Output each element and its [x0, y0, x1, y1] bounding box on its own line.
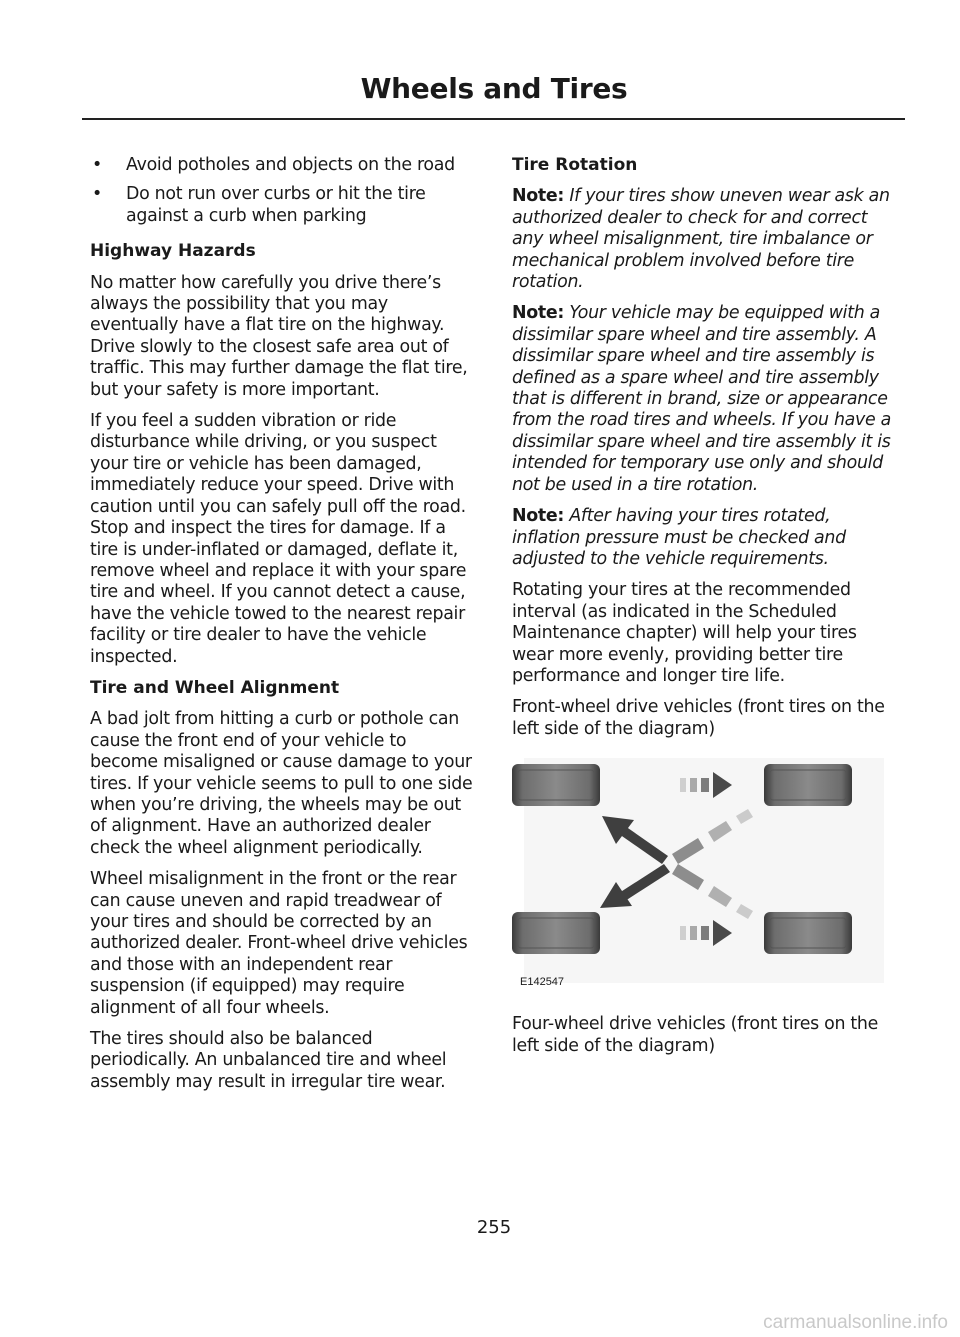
tire-rear-left-icon [764, 764, 852, 806]
tire-rear-right-icon [764, 912, 852, 954]
note-text: If your tires show uneven wear ask an authorized dealer to check for and correct any wheel misalignment, tire imbalance or mechanical problem involved before tire rotation. [512, 186, 890, 293]
note [512, 303, 900, 496]
right-column [512, 155, 900, 1067]
section-heading-tire-rotation: Tire Rotation [512, 155, 638, 175]
paragraph: Wheel misalignment in the front or the rear can cause uneven and rapid treadwear of your tires and should be corrected by an authorized dealer. Front-wheel drive vehicles and those with an independent rear suspension (if equipped) may require alignment of all four wheels. [90, 869, 468, 1018]
diagram-caption: Four-wheel drive vehicles (front tires on the left side of the diagram) [512, 1014, 879, 1056]
bullet-item [90, 184, 475, 227]
note-label: Note: [512, 186, 565, 207]
section-heading-tire-wheel-alignment: Tire and Wheel Alignment [90, 677, 340, 698]
page-number: 255 [476, 1217, 512, 1238]
note-text: Your vehicle may be equipped with a dissimilar spare wheel and tire assembly. A dissimilar spare wheel and tire assembly is defined as a spare wheel and tire assembly that is different in brand, size or appearance from the road tires and wheels. If you have a dissimilar spare wheel and tire assembly it is intended for temporary use only and should not be used in a tire rotation. [512, 303, 892, 495]
bullet-text: Do not run over curbs or hit the tire against a curb when parking [126, 184, 426, 226]
page-title: Wheels and Tires [360, 72, 628, 105]
paragraph: Rotating your tires at the recommended interval (as indicated in the Scheduled Maintenance chapter) will help your tires wear more evenly, providing better tire performance and longer tire life. [512, 580, 857, 686]
note-label: Note: [512, 303, 565, 324]
diagram-caption: Front-wheel drive vehicles (front tires on the left side of the diagram) [512, 697, 885, 739]
tire-front-right-icon [512, 912, 600, 954]
paragraph: A bad jolt from hitting a curb or pothole can cause the front end of your vehicle to become misaligned or cause damage to your tires. If your vehicle seems to pull to one side when you’re driving, the wheels may be out of alignment. Have an authorized dealer check the wheel alignment periodically. [90, 709, 473, 858]
note [512, 186, 900, 293]
bullet-text: Avoid potholes and objects on the road [126, 155, 455, 175]
header-divider [82, 118, 905, 120]
bullet-dot-icon: • [92, 155, 102, 175]
tire-rotation-diagram [512, 758, 900, 998]
note-label: Note: [512, 506, 565, 527]
bullet-item [90, 155, 475, 176]
diagram-id: E142547 [520, 976, 565, 989]
paragraph: If you feel a sudden vibration or ride disturbance while driving, or you suspect your tire or vehicle has been damaged, immediately reduce your speed. Drive with caution until you can safely pull off the road. Stop and inspect the tires for damage. If a tire is under-inflated or damaged, deflate it, remove wheel and replace it with your spare tire and wheel. If you cannot detect a cause, have the vehicle towed to the nearest repair facility or tire dealer to have the vehicle inspected. [90, 411, 467, 667]
left-column [90, 155, 475, 1103]
note-text: After having your tires rotated, inflation pressure must be checked and adjusted to the vehicle requirements. [512, 506, 846, 569]
tire-rotation-illustration [512, 758, 900, 998]
bullet-dot-icon: • [92, 184, 102, 205]
tire-front-left-icon [512, 764, 600, 806]
note [512, 506, 900, 570]
paragraph: The tires should also be balanced periodically. An unbalanced tire and wheel assembly may result in irregular tire wear. [90, 1029, 447, 1092]
paragraph: No matter how carefully you drive there’s always the possibility that you may eventually have a flat tire on the highway. Drive slowly to the closest safe area out of traffic. This may further damage the flat tire, but your safety is more important. [90, 272, 468, 400]
watermark: carmanualsonline.info [763, 1312, 948, 1333]
section-heading-highway-hazards: Highway Hazards [90, 241, 256, 262]
